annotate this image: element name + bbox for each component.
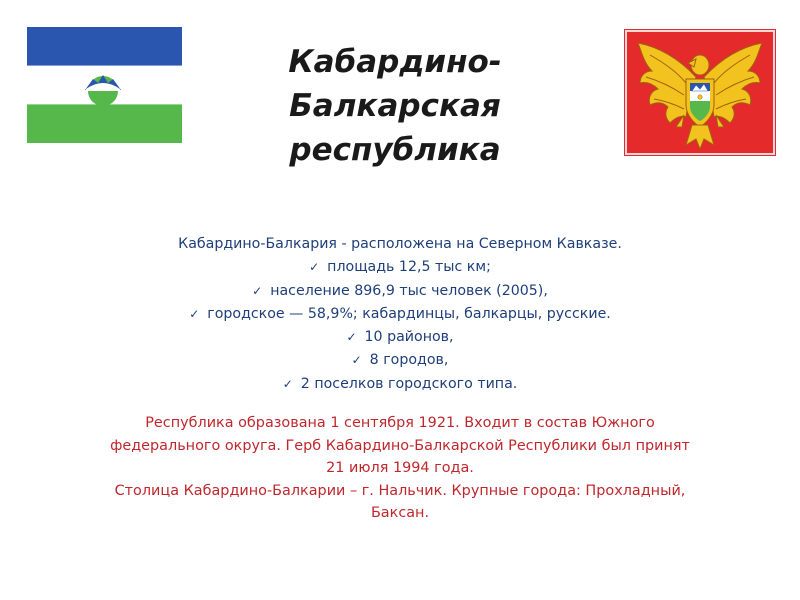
- title-line-1: Кабардино-: [288, 44, 502, 80]
- title-line-3: республика: [289, 132, 501, 168]
- check-icon: ✓: [189, 306, 200, 321]
- info-paragraph: [40, 412, 760, 525]
- check-icon: ✓: [309, 260, 320, 275]
- facts-intro: Кабардино-Балкария - расположена на Северном Кавказе.: [178, 236, 622, 252]
- check-icon: ✓: [351, 353, 362, 368]
- list-item-text: 2 поселков городского типа.: [300, 375, 518, 392]
- list-item-text: площадь 12,5 тыс км;: [327, 259, 491, 276]
- check-icon: ✓: [346, 330, 357, 345]
- list-item-text: 8 городов,: [369, 352, 449, 369]
- list-item: [60, 256, 740, 279]
- coat-of-arms-icon: [624, 29, 776, 156]
- check-icon: ✓: [282, 376, 293, 391]
- info-line: 21 июля 1994 года.: [326, 460, 474, 476]
- list-item: [60, 303, 740, 326]
- info-line: Республика образована 1 сентября 1921. Входит в состав Южного: [145, 415, 655, 431]
- list-item-text: 10 районов,: [364, 329, 454, 346]
- info-line: Баксан.: [370, 505, 430, 521]
- list-item: [60, 326, 740, 349]
- list-item-text: население 896,9 тыс человек (2005),: [270, 282, 548, 299]
- page-title: [250, 40, 540, 172]
- list-item-text: городское — 58,9%; кабардинцы, балкарцы, русские.: [207, 305, 611, 322]
- check-icon: ✓: [252, 283, 263, 298]
- title-line-2: Балкарская: [289, 88, 501, 124]
- list-item: [60, 373, 740, 396]
- flag-stripe-green: [27, 104, 182, 143]
- facts-list: [60, 233, 740, 396]
- list-item: [60, 280, 740, 303]
- flag-stripe-blue: [27, 27, 182, 66]
- info-line: федерального округа. Герб Кабардино-Балкарской Республики был принят: [110, 437, 690, 454]
- list-item: [60, 349, 740, 372]
- info-line: Столица Кабардино-Балкарии – г. Нальчик. Крупные города: Прохладный,: [114, 482, 686, 499]
- kabardino-balkaria-flag: [27, 27, 182, 143]
